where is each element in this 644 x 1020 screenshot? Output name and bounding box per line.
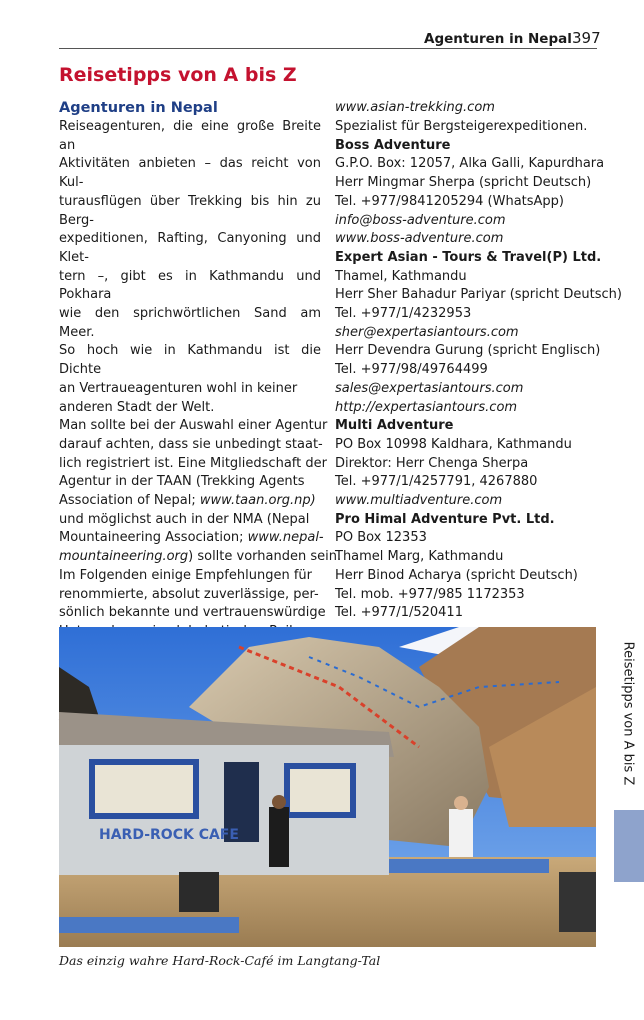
nma-link-cont[interactable]: mountaineering.org [59, 549, 189, 565]
person-standing [269, 807, 289, 867]
asian-trekking-note: Spezialist für Bergsteigerexpeditionen. [335, 119, 588, 134]
blue-bench-front [59, 917, 239, 933]
intro-line: Reiseagenturen, die eine große Breite an [59, 119, 321, 153]
backpack [179, 872, 219, 912]
body-line [59, 548, 342, 567]
subheading-agencies: Agenturen in Nepal [59, 100, 218, 116]
person-head [454, 796, 468, 810]
agency-email-link[interactable]: sher@expertasiantours.com [335, 324, 519, 340]
person-white-shirt [449, 809, 473, 857]
body-line [59, 529, 324, 548]
agency-address: G.P.O. Box: 12057, Alka Galli, Kapurdhara [335, 156, 605, 172]
side-tab-marker [614, 810, 644, 882]
cafe-window-pane [290, 769, 350, 812]
side-tab-label: Reisetipps von A bis Z [620, 641, 636, 786]
agency-name: Boss Adventure [335, 137, 451, 153]
backpack-right [559, 872, 596, 932]
intro-line: So hoch wie in Kathmandu ist die Dichte [59, 343, 321, 378]
intro-line: anderen Stadt der Welt. [59, 399, 215, 415]
agency-tel: Tel. +977/1/520411 [335, 605, 463, 621]
agency-name: Pro Himal Adventure Pvt. Ltd. [335, 511, 555, 527]
body-line: Man sollte bei der Auswahl einer Agentur [59, 418, 328, 434]
body-line: Im Folgenden einige Empfehlungen für [59, 567, 312, 583]
agency-web-link[interactable]: www.boss-adventure.com [335, 231, 504, 247]
agency-email-link[interactable]: info@boss-adventure.com [335, 212, 506, 228]
body-line: Agentur in der TAAN (Trekking Agents [59, 474, 305, 490]
blue-bench [389, 859, 549, 873]
agency-tel: Tel. +977/98/49764499 [335, 362, 488, 378]
body-text: Association of Nepal; [59, 493, 200, 509]
body-line: renommierte, absolut zuverlässige, per- [59, 586, 319, 602]
intro-line: Aktivitäten anbieten – das reicht von Kul- [59, 156, 321, 191]
body-line: sönlich bekannte und vertrauenswürdige [59, 605, 326, 621]
agency-web-link[interactable]: www.multiadventure.com [335, 493, 503, 509]
agency-web-link[interactable]: http://expertasiantours.com [335, 399, 518, 415]
intro-line: turausflügen über Trekking bis hin zu Berg- [59, 193, 321, 228]
agency-mobile: Tel. mob. +977/985 1172353 [335, 586, 525, 602]
intro-line: expeditionen, Rafting, Canyoning und Klet- [59, 231, 321, 265]
agency-tel: Tel. +977/9841205294 (WhatsApp) [335, 193, 565, 209]
running-head: Agenturen in Nepal [424, 31, 572, 47]
photo-caption: Das einzig wahre Hard-Rock-Café im Langtang-Tal [59, 953, 381, 968]
agency-contact: Herr Devendra Gurung (spricht Englisch) [335, 343, 601, 359]
agency-pobox: PO Box 12353 [335, 530, 427, 546]
body-line: und möglichst auch in der NMA (Nepal [59, 511, 310, 527]
section-title: Reisetipps von A bis Z [59, 64, 297, 86]
page-number: 397 [572, 29, 601, 47]
agency-name: Multi Adventure [335, 418, 454, 434]
agency-address: Thamel, Kathmandu [335, 268, 467, 284]
hard-rock-cafe-photo [59, 627, 596, 947]
agency-director: Direktor: Herr Chenga Sherpa [335, 455, 529, 471]
agency-contact: Herr Mingmar Sherpa (spricht Deutsch) [335, 175, 592, 191]
agency-contact: Herr Sher Bahadur Pariyar (spricht Deutsch) [335, 287, 622, 303]
agency-address: PO Box 10998 Kaldhara, Kathmandu [335, 436, 572, 452]
asian-trekking-web-link[interactable]: www.asian-trekking.com [335, 100, 495, 115]
cafe-sign: HARD-ROCK CAFE [99, 827, 239, 843]
selection-paragraph [59, 417, 342, 660]
taan-link[interactable]: www.taan.org.np) [199, 493, 316, 509]
agency-address: Thamel Marg, Kathmandu [335, 549, 504, 565]
body-line [59, 492, 321, 511]
agency-contact: Herr Binod Acharya (spricht Deutsch) [335, 567, 578, 583]
cafe-window-pane [95, 765, 193, 813]
body-line: darauf achten, dass sie unbedingt staat- [59, 436, 323, 452]
right-column [335, 98, 622, 623]
body-text: Mountaineering Association; [59, 530, 248, 546]
intro-line: wie den sprichwörtlichen Sand am Meer. [59, 306, 321, 340]
body-text: ) sollte vorhanden sein. [188, 549, 342, 565]
header-rule [59, 48, 597, 49]
agency-tel: Tel. +977/1/4232953 [335, 306, 472, 322]
agency-email-link[interactable]: sales@expertasiantours.com [335, 380, 524, 396]
intro-line: tern –, gibt es in Kathmandu und Pokhara [59, 268, 321, 303]
nma-link[interactable]: www.nepal- [247, 530, 324, 546]
intro-line: an Vertraueagenturen wohl in keiner [59, 380, 298, 396]
agency-tel: Tel. +977/1/4257791, 4267880 [335, 474, 538, 490]
intro-paragraph [59, 118, 321, 417]
person-head [272, 795, 286, 809]
body-line: lich registriert ist. Eine Mitgliedschaft der [59, 455, 327, 471]
agency-name: Expert Asian - Tours & Travel(P) Ltd. [335, 249, 602, 265]
